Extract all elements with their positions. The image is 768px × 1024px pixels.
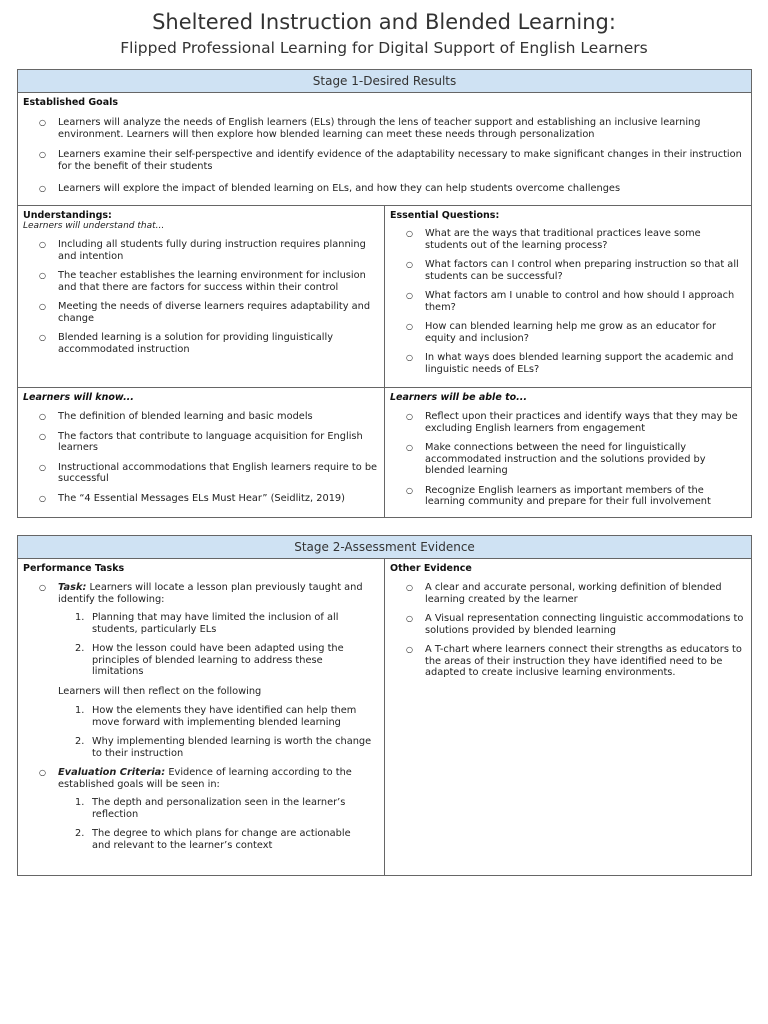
- list-item: ○ Learners will analyze the needs of English learners (ELs) through the lens of teacher support and establishing an inclusive learning environment. Learners will then explore how blended learning can meet these needs through personalization: [18, 117, 751, 140]
- established-goals-cell: [18, 93, 752, 206]
- numbered-item: 2. How the lesson could have been adapted using the principles of blended learning to address these limitations: [75, 643, 344, 677]
- numbered-item: 1. The depth and personalization seen in the learner’s reflection: [75, 797, 346, 820]
- numbered-item: 2. The degree to which plans for change are actionable and relevant to the learner’s context: [75, 828, 351, 851]
- list-item: ○ How can blended learning help me grow as an educator for equity and inclusion?: [385, 321, 751, 344]
- list-item: ○ In what ways does blended learning support the academic and linguistic needs of ELs?: [385, 352, 751, 375]
- numbered-item: 1. Planning that may have limited the inclusion of all students, particularly ELs: [75, 612, 339, 635]
- learners-will-know-label: Learners will know...: [23, 392, 134, 403]
- list-item: ○ A Visual representation connecting linguistic accommodations to solutions provided by blended learning: [385, 613, 751, 636]
- document-title: Sheltered Instruction and Blended Learning:: [152, 10, 616, 34]
- list-item: ○ Meeting the needs of diverse learners requires adaptability and change: [18, 301, 384, 324]
- list-item: ○ The teacher establishes the learning environment for inclusion and that there are factors for success within their control: [18, 270, 384, 293]
- other-evidence-cell: [385, 559, 752, 876]
- list-item: ○ The “4 Essential Messages ELs Must Hear” (Seidlitz, 2019): [18, 493, 384, 505]
- performance-tasks-label: Performance Tasks: [23, 563, 125, 574]
- learners-able-to-label: Learners will be able to...: [390, 392, 527, 403]
- list-item: ○ What factors am I unable to control and how should I approach them?: [385, 290, 751, 313]
- document-subtitle: Flipped Professional Learning for Digital Support of English Learners: [120, 39, 648, 57]
- list-item: ○ Reflect upon their practices and identify ways that they may be excluding English learners from engagement: [385, 411, 751, 434]
- list-item: ○ A clear and accurate personal, working definition of blended learning created by the learner: [385, 582, 751, 605]
- stage2-table: [17, 535, 752, 876]
- task-item: [18, 582, 384, 678]
- criteria-text: Evidence of learning according to the established goals will be seen in:: [58, 767, 352, 790]
- stage1-table: [17, 69, 752, 518]
- list-item: ○ Recognize English learners as important members of the learning community and prepare for their full involvement: [385, 485, 751, 508]
- stage2-header: Stage 2-Assessment Evidence: [18, 536, 752, 559]
- understandings-cell: [18, 206, 385, 388]
- list-item: ○ A T-chart where learners connect their strengths as educators to the areas of their instruction they have identified need to be adapted to create inclusive learning environments.: [385, 644, 751, 679]
- performance-tasks-cell: [18, 559, 385, 876]
- list-item: ○ Learners examine their self-perspective and identify evidence of the adaptability necessary to make significant changes in their instruction for the benefit of their students: [18, 149, 751, 172]
- criteria-item: [18, 767, 384, 851]
- list-item: ○ What are the ways that traditional practices leave some students out of the learning process?: [385, 228, 751, 251]
- list-item: ○ Make connections between the need for linguistically accommodated instruction and the solutions provided by blended learning: [385, 442, 751, 477]
- list-item: ○ The definition of blended learning and basic models: [18, 411, 384, 423]
- list-item: ○ Learners will explore the impact of blended learning on ELs, and how they can help students overcome challenges: [18, 183, 751, 195]
- understandings-subtitle: Learners will understand that...: [23, 221, 165, 231]
- numbered-item: 1. How the elements they have identified can help them move forward with implementing blended learning: [75, 705, 357, 728]
- learners-able-to-cell: [385, 388, 752, 518]
- understandings-label: Understandings:: [23, 210, 112, 221]
- reflect-text: Learners will then reflect on the following: [58, 685, 262, 697]
- task-lead: Task:: [58, 582, 87, 593]
- task-text: Learners will locate a lesson plan previously taught and identify the following:: [58, 582, 363, 605]
- established-goals-label: Established Goals: [23, 97, 119, 108]
- essential-questions-cell: [385, 206, 752, 388]
- criteria-lead: Evaluation Criteria:: [58, 767, 166, 778]
- list-item: ○ Instructional accommodations that English learners require to be successful: [18, 462, 384, 485]
- numbered-item: 2. Why implementing blended learning is worth the change to their instruction: [75, 736, 372, 759]
- essential-questions-label: Essential Questions:: [390, 210, 500, 221]
- list-item: ○ The factors that contribute to language acquisition for English learners: [18, 431, 384, 454]
- list-item: ○ Blended learning is a solution for providing linguistically accommodated instruction: [18, 332, 384, 355]
- stage1-header: Stage 1-Desired Results: [18, 70, 752, 93]
- list-item: ○ What factors can I control when preparing instruction so that all students can be successful?: [385, 259, 751, 282]
- other-evidence-label: Other Evidence: [390, 563, 472, 574]
- list-item: ○ Including all students fully during instruction requires planning and intention: [18, 239, 384, 262]
- learners-will-know-cell: [18, 388, 385, 518]
